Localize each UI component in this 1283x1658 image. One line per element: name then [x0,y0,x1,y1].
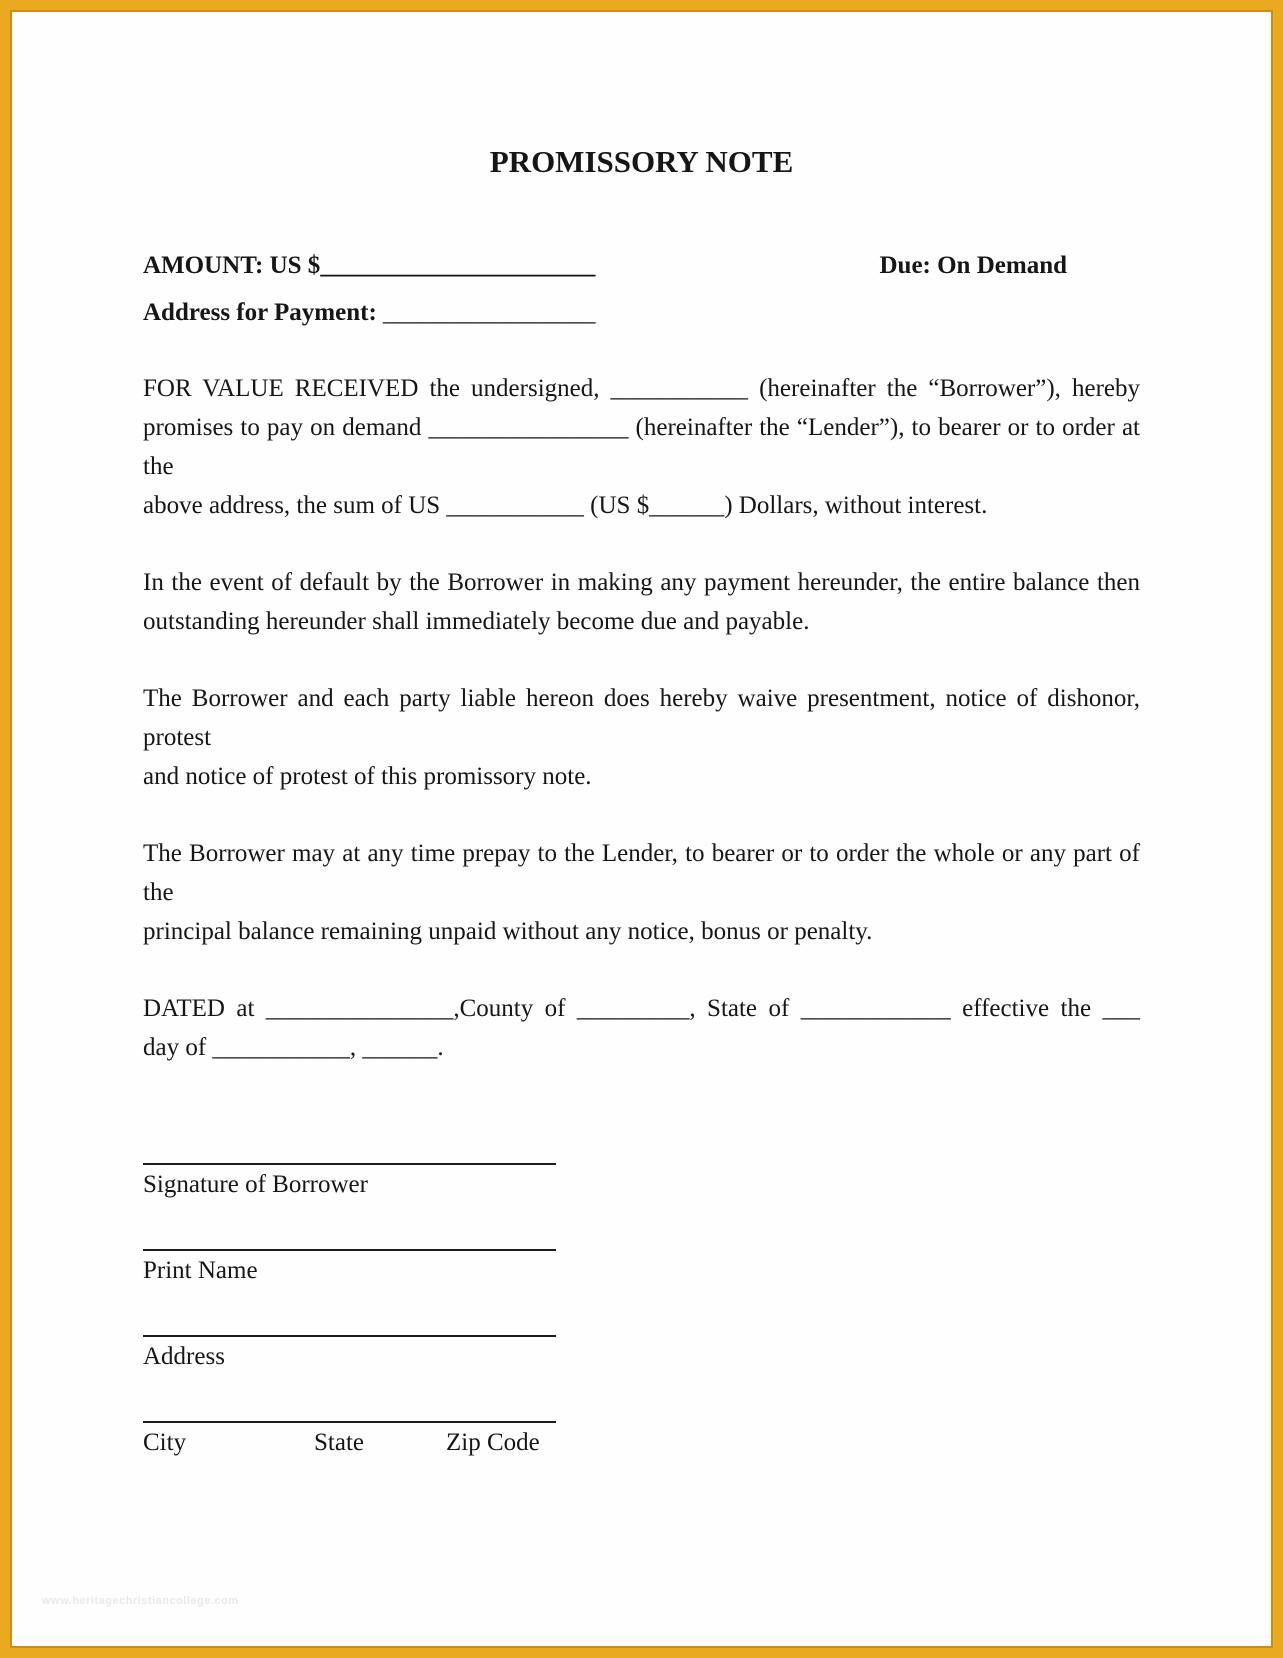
paragraph-line: FOR VALUE RECEIVED the undersigned, ___________ (hereinafter the “Borrower”), hereby [143,375,1140,402]
paragraph-line: The Borrower may at any time prepay to the Lender, to bearer or to order the whole or any part of the [143,840,1140,906]
due-on-demand-label: Due: On Demand [879,252,1067,279]
paragraph-line: above address, the sum of US ___________ (US $______) Dollars, without interest. [143,492,988,519]
address-group [143,1335,1140,1376]
city-state-zip-group [143,1421,1140,1462]
print-name-group [143,1249,1140,1290]
amount-label: AMOUNT: US $ [143,252,321,279]
paragraph-line: promises to pay on demand ________________ (hereinafter the “Lender”), to bearer or to order at the [143,414,1140,480]
print-name-label: Print Name [143,1257,258,1284]
address-label: Address [143,1343,225,1370]
paragraph-value-received [143,369,1140,525]
paragraph-line: and notice of protest of this promissory note. [143,763,592,790]
city-state-zip-row [143,1423,556,1462]
signature-section [143,1163,1140,1462]
paragraph-line: principal balance remaining unpaid without any notice, bonus or penalty. [143,918,873,945]
paragraph-waiver-clause [143,679,1140,796]
zip-code-label: Zip Code [446,1429,540,1456]
paragraph-line: DATED at _______________,County of _________, State of ____________ effective the ___ [143,995,1140,1022]
amount-row [143,246,1140,285]
state-label: State [314,1429,364,1456]
paragraph-line: In the event of default by the Borrower in making any payment hereunder, the entire balance then [143,569,1140,596]
paragraph-line: outstanding hereunder shall immediately become due and payable. [143,608,810,635]
page-title: PROMISSORY NOTE [489,144,794,179]
address-for-payment-label: Address for Payment: [143,299,377,326]
city-label: City [143,1429,187,1456]
paragraph-line: The Borrower and each party liable hereon does hereby waive presentment, notice of dishonor, protest [143,685,1140,751]
amount-field [143,246,595,285]
signature-of-borrower-label: Signature of Borrower [143,1171,368,1198]
watermark: www.heritagechristiancollege.com [42,1595,239,1607]
paragraph-default-clause [143,563,1140,641]
address-for-payment-blank: _________________ [383,299,596,326]
amount-blank: ______________________ [320,252,596,279]
address-for-payment-row [143,293,1140,332]
signature-of-borrower-group [143,1163,1140,1204]
paragraph-prepayment-clause [143,834,1140,951]
paragraph-line: day of ___________, ______. [143,1034,444,1061]
paragraph-dated [143,989,1140,1067]
